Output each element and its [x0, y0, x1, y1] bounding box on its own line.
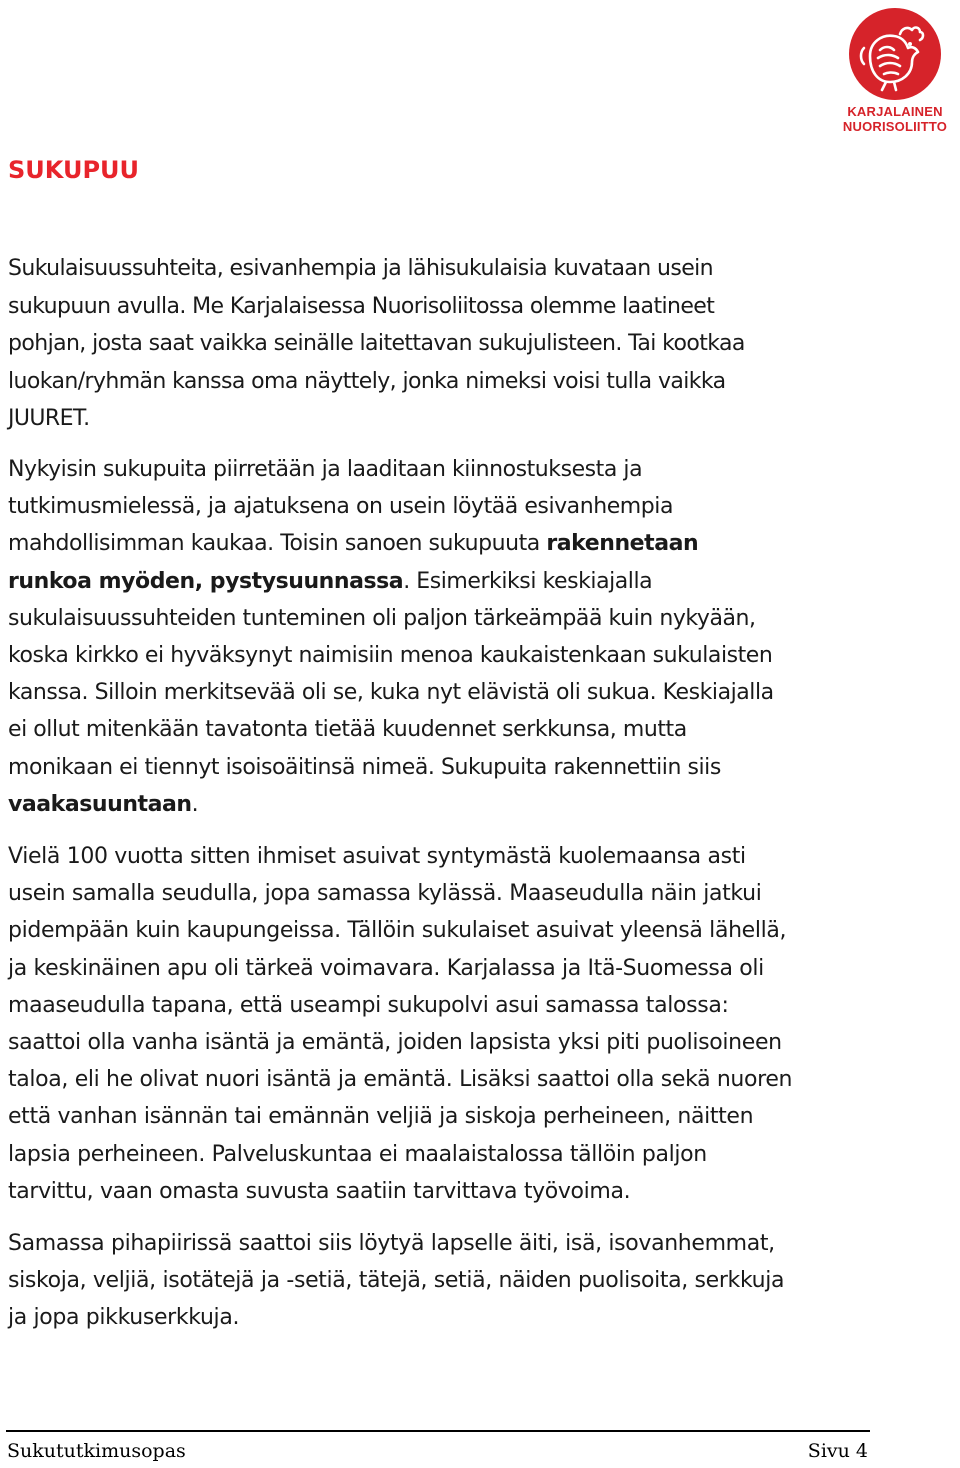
paragraph-intro — [8, 250, 908, 438]
text-line: lapsia perheineen. Palveluskuntaa ei maalaistalossa tällöin paljon — [8, 1141, 707, 1167]
text-line: taloa, eli he olivat nuori isäntä ja emäntä. Lisäksi saattoi olla sekä nuoren — [8, 1067, 793, 1093]
text-line: tutkimusmielessä, ja ajatuksena on usein löytää esivanhempia — [8, 494, 673, 520]
text-line: sukulaisuussuhteiden tunteminen oli paljon tärkeämpää kuin nykyään, — [8, 605, 756, 631]
text-line: Samassa pihapiirissä saattoi siis löytyä lapselle äiti, isä, isovanhemmat, — [8, 1231, 775, 1256]
text-line: koska kirkko ei hyväksynyt naimisiin menoa kaukaistenkaan sukulaisten — [8, 643, 773, 669]
footer-document-title: Sukututkimusopas — [7, 1440, 186, 1462]
text-line: Nykyisin sukupuita piirretään ja laaditaan kiinnostuksesta ja — [8, 457, 643, 482]
text-line: ja jopa pikkuserkkuja. — [8, 1305, 240, 1331]
text-line — [8, 525, 908, 562]
text-line — [8, 563, 908, 600]
text-line: monikaan ei tiennyt isoisoäitinsä nimeä. Sukupuita rakennettiin siis — [8, 754, 721, 780]
text-line: pidempään kuin kaupungeissa. Tällöin sukulaiset asuivat yleensä lähellä, — [8, 918, 787, 944]
rooster-emblem-icon — [836, 6, 954, 102]
text-segment: mahdollisimman kaukaa. Toisin sanoen sukupuuta — [8, 531, 547, 557]
text-line: saattoi olla vanha isäntä ja emäntä, joiden lapsista yksi piti puolisoineen — [8, 1030, 782, 1056]
page-title: SUKUPUU — [8, 156, 140, 184]
bold-phrase: rakennetaan — [546, 531, 699, 557]
bold-phrase: vaakasuuntaan — [8, 791, 192, 817]
text-line — [8, 786, 908, 823]
bold-phrase: runkoa myöden, pystysuunnassa — [8, 568, 404, 594]
logo-line-1: KARJALAINEN — [847, 104, 943, 119]
text-line: JUURET. — [8, 406, 90, 431]
paragraph-household — [8, 1225, 908, 1337]
text-line: ei ollut mitenkään tavatonta tietää kuudennet serkkunsa, mutta — [8, 717, 687, 743]
text-line: luokan/ryhmän kanssa oma näyttely, jonka nimeksi voisi tulla vaikka — [8, 368, 726, 394]
text-segment: . Esimerkiksi keskiajalla — [403, 568, 653, 594]
organization-logo — [836, 6, 954, 164]
text-line: ja keskinäinen apu oli tärkeä voimavara. Karjalassa ja Itä-Suomessa oli — [8, 955, 764, 981]
logo-wordmark — [836, 104, 954, 134]
paragraph-countryside — [8, 838, 908, 1210]
text-line: että vanhan isännän tai emännän veljiä ja siskoja perheineen, näitten — [8, 1104, 754, 1130]
footer-divider — [6, 1430, 870, 1432]
text-line: maaseudulla tapana, että useampi sukupolvi asui samassa talossa: — [8, 992, 729, 1018]
footer-page-number: Sivu 4 — [807, 1440, 868, 1462]
text-segment: . — [191, 791, 199, 817]
text-line: usein samalla seudulla, jopa samassa kylässä. Maaseudulla näin jatkui — [8, 881, 762, 907]
text-line: sukupuun avulla. Me Karjalaisessa Nuorisoliitossa olemme laatineet — [8, 293, 715, 319]
paragraph-history — [8, 451, 908, 823]
logo-line-2: NUORISOLIITTO — [842, 119, 948, 134]
text-line: kanssa. Silloin merkitsevää oli se, kuka nyt elävistä oli sukua. Keskiajalla — [8, 680, 774, 706]
text-line: tarvittu, vaan omasta suvusta saatiin tarvittava työvoima. — [8, 1178, 631, 1204]
text-line: Vielä 100 vuotta sitten ihmiset asuivat syntymästä kuolemaansa asti — [8, 844, 746, 869]
text-line: pohjan, josta saat vaikka seinälle laitettavan sukujulisteen. Tai kootkaa — [8, 331, 745, 356]
text-line: siskoja, veljiä, isotätejä ja -setiä, tätejä, setiä, näiden puolisoita, serkkuja — [8, 1268, 785, 1294]
text-line: Sukulaisuussuhteita, esivanhempia ja lähisukulaisia kuvataan usein — [8, 256, 713, 281]
